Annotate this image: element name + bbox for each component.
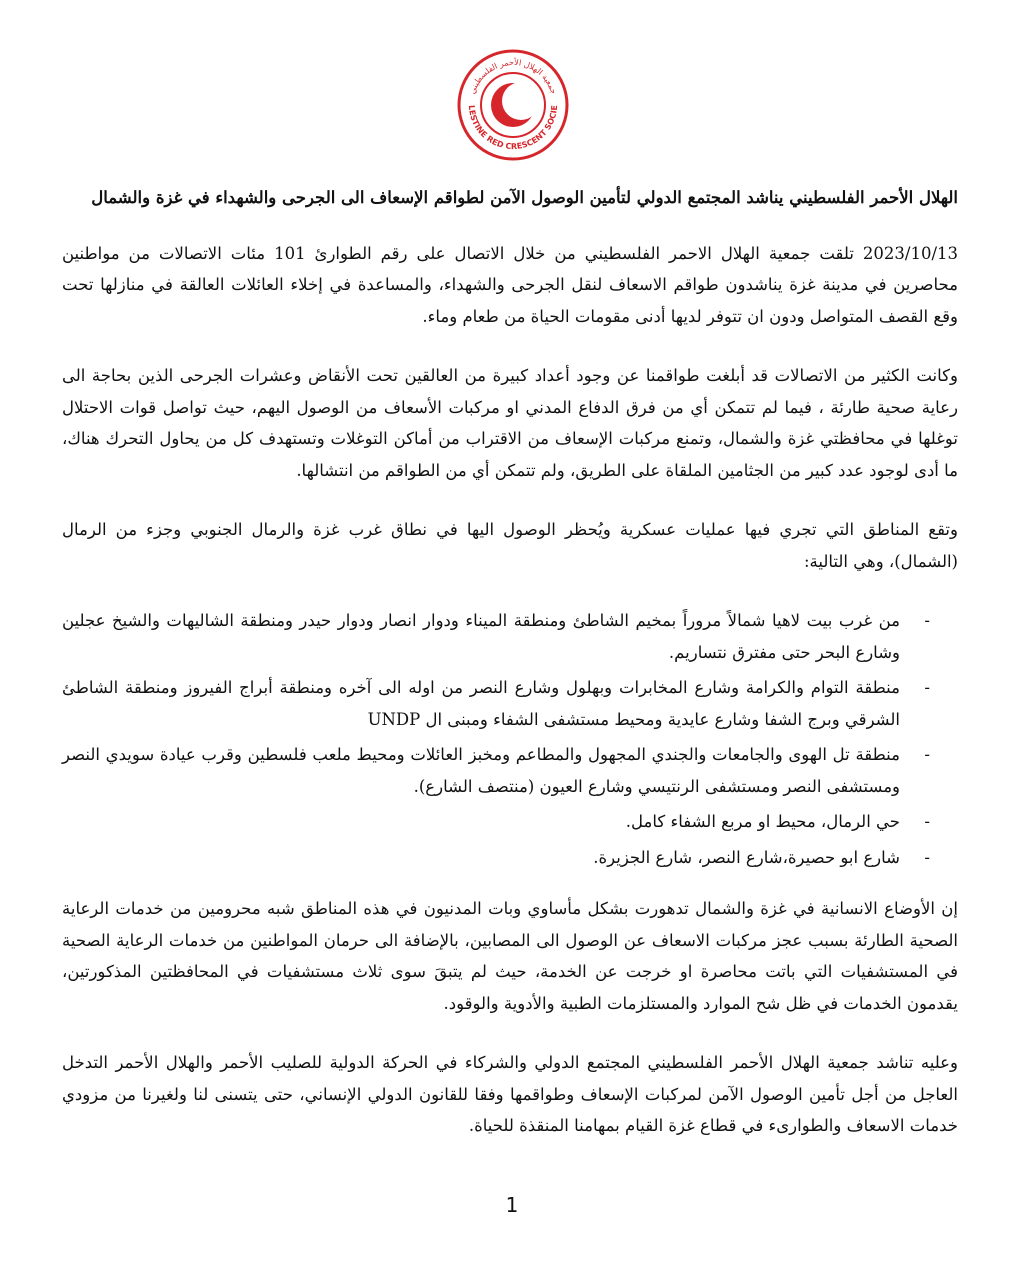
list-item xyxy=(62,842,958,874)
prcs-logo xyxy=(456,48,570,162)
list-item-text: منطقة تل الهوى والجامعات والجندي المجهول والمطاعم ومخبز العائلات ومحيط ملعب فلسطين وقرب عيادة سويدي النصر ومستشفى النصر ومستشفى الرنتيسي وشارع العيون (منتصف الشارع). xyxy=(62,745,900,796)
paragraph-humanitarian: إن الأوضاع الانسانية في غزة والشمال تدهورت بشكل مأساوي وبات المدنيون في هذه المناطق شبه محرومين من خدمات الرعاية الصحية الطارئة بسبب عجز مركبات الاسعاف عن الوصول الى المصابين، بالإضافة الى حرمان المواطنين من خدمات الرعاية الصحية في المستشفيات التي باتت محاصرة او خرجت عن الخدمة، حيث لم يتبقَ سوى ثلاث مستشفيات في المحافظتين المذكورتين، يقدمون الخدمات في ظل شح الموارد والمستلزمات الطبية والأدوية والوقود. xyxy=(62,899,958,1013)
page-number: 1 xyxy=(505,1193,519,1217)
document-title: الهلال الأحمر الفلسطيني يناشد المجتمع الدولي لتأمين الوصول الآمن لطواقم الإسعاف الى الجرحى والشهداء في غزة والشمال xyxy=(91,188,958,207)
red-crescent-logo-icon xyxy=(456,48,570,162)
paragraph-areas-intro: وتقع المناطق التي تجري فيها عمليات عسكرية ويُحظر الوصول اليها في نطاق غرب غزة والرمال الجنوبي وجزء من الرمال (الشمال)، وهي التالية: xyxy=(62,520,958,571)
list-item-text: من غرب بيت لاهيا شمالاً مروراً بمخيم الشاطئ ومنطقة الميناء ودوار انصار ودوار حيدر ومنطقة الشاليهات والشيخ عجلين وشارع البحر حتى مفترق نتساريم. xyxy=(62,611,900,662)
list-item-text: منطقة التوام والكرامة وشارع المخابرات وبهلول وشارع النصر من اوله الى آخره ومنطقة أبراج الفيروز ومنطقة الشاطئ الشرقي وبرج الشفا وشارع عايدية ومحيط مستشفى الشفاء ومبنى ال UNDP xyxy=(62,678,900,729)
press-release xyxy=(62,182,958,1170)
areas-list xyxy=(62,605,958,873)
list-marker: - xyxy=(924,745,930,764)
list-marker: - xyxy=(924,678,930,697)
paragraph-appeal: وعليه تناشد جمعية الهلال الأحمر الفلسطيني المجتمع الدولي والشركاء في الحركة الدولية للصليب الأحمر والهلال الأحمر التدخل العاجل من أجل تأمين الوصول الآمن لمركبات الإسعاف وطواقمها وفقا للقانون الدولي الإنساني، حتى يتسنى لنا ولغيرنا من مزودي خدمات الاسعاف والطوارىء في قطاع غزة القيام بمهامنا المنقذة للحياة. xyxy=(62,1053,958,1135)
list-item xyxy=(62,806,958,838)
list-item-text: شارع ابو حصيرة،شارع النصر، شارع الجزيرة. xyxy=(593,847,900,867)
paragraph-reports: وكانت الكثير من الاتصالات قد أبلغت طواقمنا عن وجود أعداد كبيرة من العالقين تحت الأنقاض وعشرات الجرحى الذين بحاجة الى رعاية صحية طارئة ، فيما لم تتمكن أي من فرق الدفاع المدني او مركبات الأسعاف من الوصول اليهم، حيث تواصل قوات الاحتلال توغلها في محافظتي غزة والشمال، وتمنع مركبات الإسعاف من الاقتراب من أماكن التوغلات وتستهدف كل من يحاول التحرك هناك، ما أدى لوجود عدد كبير من الجثامين الملقاة على الطريق، ولم تتمكن أي من الطواقم من انتشالها. xyxy=(62,366,958,480)
svg-text:PALESTINE RED CRESCENT SOCIETY: LESTINE RED CRESCENT SOCIE xyxy=(466,104,560,152)
list-item xyxy=(62,739,958,802)
list-marker: - xyxy=(924,611,930,630)
list-marker: - xyxy=(924,812,930,831)
list-marker: - xyxy=(924,847,930,867)
paragraph-intro: 2023/10/13 تلقت جمعية الهلال الاحمر الفلسطيني من خلال الاتصال على رقم الطوارئ 101 مئات الاتصالات من مواطنين محاصرين في مدينة غزة يناشدون طواقم الاسعاف لنقل الجرحى والشهداء، والمساعدة في إخلاء العائلات العالقة في منازلها تحت وقع القصف المتواصل ودون ان تتوفر لديها أدنى مقومات الحياة من طعام وماء. xyxy=(62,243,959,326)
list-item-text: حي الرمال، محيط او مربع الشفاء كامل. xyxy=(625,812,900,831)
list-item xyxy=(62,605,958,668)
list-item xyxy=(62,672,958,735)
svg-text:جمعية الهلال الأحمر الفلسطيني: جمعية الهلال الأحمر الفلسطيني xyxy=(467,57,559,96)
